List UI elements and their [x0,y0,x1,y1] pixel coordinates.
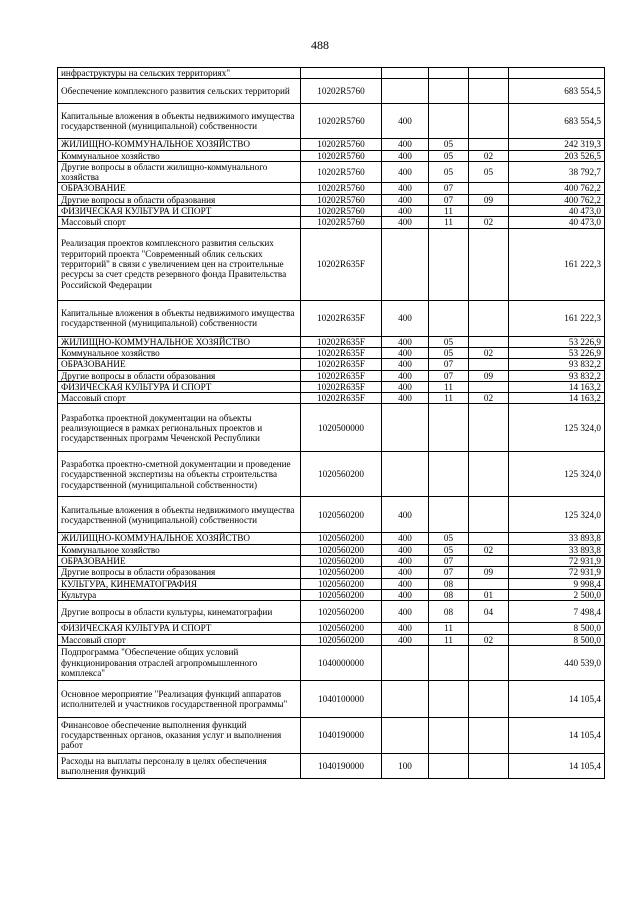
row-subsection [469,183,509,194]
row-target-code: 10202R635F [301,228,382,300]
row-amount: 40 473,0 [509,206,605,217]
row-subsection [469,717,509,753]
row-subsection [469,79,509,104]
row-subsection [469,206,509,217]
row-expense-type [382,79,429,104]
row-amount: 14 105,4 [509,717,605,753]
row-subsection [469,139,509,150]
table-row [58,79,605,104]
row-amount: 8 500,0 [509,623,605,634]
row-amount [509,68,605,79]
row-expense-type: 400 [382,161,429,183]
row-amount: 33 893,8 [509,533,605,544]
table-row [58,150,605,161]
row-expense-type [382,228,429,300]
row-subsection [469,533,509,544]
row-amount: 683 554,5 [509,104,605,139]
row-expense-type: 400 [382,393,429,404]
table-row [58,556,605,567]
row-section: 11 [429,393,469,404]
row-name: Другие вопросы в области образования [58,567,301,578]
row-section [429,104,469,139]
row-subsection: 02 [469,393,509,404]
row-expense-type: 400 [382,359,429,370]
row-name: Массовый спорт [58,634,301,645]
row-subsection [469,680,509,717]
table-row [58,228,605,300]
row-expense-type: 400 [382,589,429,600]
row-name: ФИЗИЧЕСКАЯ КУЛЬТУРА И СПОРТ [58,623,301,634]
row-name: Коммунальное хозяйство [58,347,301,358]
row-amount: 7 498,4 [509,601,605,623]
row-amount: 440 539,0 [509,645,605,680]
row-section [429,68,469,79]
row-subsection: 09 [469,370,509,381]
row-target-code: 1040190000 [301,753,382,778]
row-amount: 93 832,2 [509,359,605,370]
row-section: 11 [429,206,469,217]
table-row [58,217,605,228]
page-number: 488 [311,38,329,52]
row-amount: 203 526,5 [509,150,605,161]
row-amount: 8 500,0 [509,634,605,645]
row-amount: 2 500,0 [509,589,605,600]
row-section: 05 [429,139,469,150]
row-amount: 14 105,4 [509,680,605,717]
row-target-code: 1020560200 [301,497,382,533]
row-section: 11 [429,623,469,634]
row-section [429,753,469,778]
row-expense-type: 400 [382,336,429,347]
row-expense-type: 400 [382,206,429,217]
table-row [58,194,605,205]
row-section: 05 [429,150,469,161]
row-section [429,404,469,452]
row-amount: 14 163,2 [509,381,605,392]
row-section: 11 [429,634,469,645]
table-row [58,680,605,717]
row-target-code: 1020500000 [301,404,382,452]
row-name: ОБРАЗОВАНИЕ [58,359,301,370]
row-name: Расходы на выплаты персоналу в целях обеспечения выполнения функций [58,753,301,778]
table-row [58,370,605,381]
row-subsection [469,381,509,392]
row-expense-type: 400 [382,194,429,205]
table-row [58,533,605,544]
row-expense-type [382,68,429,79]
row-expense-type: 400 [382,497,429,533]
row-expense-type: 400 [382,578,429,589]
table-row [58,567,605,578]
row-amount: 53 226,9 [509,336,605,347]
row-expense-type: 100 [382,753,429,778]
row-subsection: 05 [469,161,509,183]
row-section: 05 [429,347,469,358]
row-target-code: 10202R5760 [301,194,382,205]
table-row [58,497,605,533]
row-target-code: 1020560200 [301,533,382,544]
table-row [58,161,605,183]
row-name: Подпрограмма "Обеспечение общих условий функционирования отраслей агропромышленного комплекса" [58,645,301,680]
row-target-code: 10202R5760 [301,183,382,194]
row-subsection [469,578,509,589]
row-name: Разработка проектной документации на объекты реализующиеся в рамках региональных проектов и государственных программ Чеченской Республики [58,404,301,452]
row-target-code: 10202R635F [301,381,382,392]
row-subsection: 02 [469,217,509,228]
row-section: 07 [429,194,469,205]
row-name: Другие вопросы в области жилищно-коммунального хозяйства [58,161,301,183]
row-subsection: 09 [469,194,509,205]
row-subsection [469,753,509,778]
row-target-code: 10202R635F [301,336,382,347]
row-expense-type: 400 [382,381,429,392]
row-amount: 14 163,2 [509,393,605,404]
row-section: 05 [429,336,469,347]
row-target-code: 1040100000 [301,680,382,717]
row-subsection: 04 [469,601,509,623]
row-name: Финансовое обеспечение выполнения функций государственных органов, оказания услуг и выполнения работ [58,717,301,753]
row-subsection [469,497,509,533]
table-row [58,452,605,497]
row-expense-type: 400 [382,623,429,634]
row-section [429,452,469,497]
row-expense-type: 400 [382,544,429,555]
row-amount: 161 222,3 [509,300,605,336]
row-subsection [469,359,509,370]
row-expense-type: 400 [382,183,429,194]
row-subsection [469,300,509,336]
row-target-code: 10202R5760 [301,104,382,139]
row-amount: 33 893,8 [509,544,605,555]
row-subsection [469,404,509,452]
table-row [58,623,605,634]
row-expense-type [382,452,429,497]
row-target-code [301,68,382,79]
row-amount: 242 319,3 [509,139,605,150]
row-amount: 125 324,0 [509,404,605,452]
row-amount: 40 473,0 [509,217,605,228]
row-name: Обеспечение комплексного развития сельских территорий [58,79,301,104]
row-name: ЖИЛИЩНО-КОММУНАЛЬНОЕ ХОЗЯЙСТВО [58,139,301,150]
row-subsection [469,68,509,79]
row-section: 11 [429,381,469,392]
table-row [58,359,605,370]
row-target-code: 1020560200 [301,567,382,578]
row-subsection [469,556,509,567]
row-section [429,79,469,104]
row-target-code: 1020560200 [301,634,382,645]
table-row [58,336,605,347]
row-target-code: 1020560200 [301,578,382,589]
row-name: инфраструктуры на сельских территориях" [58,68,301,79]
row-expense-type: 400 [382,347,429,358]
table-row [58,183,605,194]
row-target-code: 10202R5760 [301,150,382,161]
row-expense-type: 400 [382,634,429,645]
row-name: Капитальные вложения в объекты недвижимого имущества государственной (муниципальной) собственности [58,104,301,139]
row-name: ФИЗИЧЕСКАЯ КУЛЬТУРА И СПОРТ [58,381,301,392]
row-target-code: 1020560200 [301,589,382,600]
row-amount: 161 222,3 [509,228,605,300]
table-row [58,601,605,623]
row-expense-type: 400 [382,601,429,623]
row-section: 07 [429,556,469,567]
row-amount: 9 998,4 [509,578,605,589]
table-row [58,68,605,79]
row-subsection: 02 [469,347,509,358]
table-row [58,139,605,150]
row-amount: 400 762,2 [509,194,605,205]
row-name: Другие вопросы в области образования [58,194,301,205]
row-amount: 72 931,9 [509,556,605,567]
row-amount: 125 324,0 [509,497,605,533]
row-subsection [469,228,509,300]
row-subsection [469,104,509,139]
table-row [58,645,605,680]
table-row [58,104,605,139]
row-name: Капитальные вложения в объекты недвижимого имущества государственной (муниципальной) собственности [58,497,301,533]
table-row [58,393,605,404]
row-amount: 72 931,9 [509,567,605,578]
row-target-code: 1020560200 [301,556,382,567]
table-row [58,717,605,753]
table-row [58,381,605,392]
row-amount: 14 105,4 [509,753,605,778]
row-expense-type: 400 [382,217,429,228]
row-expense-type: 400 [382,104,429,139]
budget-table-body [58,68,605,779]
row-expense-type: 400 [382,139,429,150]
row-target-code: 10202R635F [301,370,382,381]
row-target-code: 10202R5760 [301,139,382,150]
row-expense-type [382,645,429,680]
row-amount: 400 762,2 [509,183,605,194]
row-amount: 125 324,0 [509,452,605,497]
row-name: Основное мероприятие "Реализация функций аппаратов исполнителей и участников государственной программы" [58,680,301,717]
row-section: 08 [429,578,469,589]
row-section: 08 [429,601,469,623]
row-name: Другие вопросы в области образования [58,370,301,381]
row-name: Массовый спорт [58,217,301,228]
row-name: ФИЗИЧЕСКАЯ КУЛЬТУРА И СПОРТ [58,206,301,217]
row-name: Коммунальное хозяйство [58,544,301,555]
row-expense-type: 400 [382,533,429,544]
row-expense-type [382,717,429,753]
row-section: 05 [429,533,469,544]
table-row [58,634,605,645]
table-row [58,544,605,555]
row-name: ЖИЛИЩНО-КОММУНАЛЬНОЕ ХОЗЯЙСТВО [58,533,301,544]
row-section [429,228,469,300]
row-target-code: 10202R635F [301,393,382,404]
row-target-code: 1040190000 [301,717,382,753]
row-subsection: 02 [469,150,509,161]
row-section [429,645,469,680]
row-subsection: 01 [469,589,509,600]
row-section: 11 [429,217,469,228]
row-expense-type: 400 [382,556,429,567]
row-name: Массовый спорт [58,393,301,404]
row-name: ОБРАЗОВАНИЕ [58,183,301,194]
row-target-code: 1020560200 [301,544,382,555]
row-name: Капитальные вложения в объекты недвижимого имущества государственной (муниципальной) собственности [58,300,301,336]
row-amount: 683 554,5 [509,79,605,104]
row-amount: 53 226,9 [509,347,605,358]
row-amount: 38 792,7 [509,161,605,183]
row-name: Реализация проектов комплексного развития сельских территорий проекта "Современный облик сельских территорий" в связи с увеличением цен на строительные ресурсы за счет средств резервного фонда Правительства Российской Федерации [58,228,301,300]
table-row [58,753,605,778]
row-expense-type: 400 [382,300,429,336]
row-target-code: 10202R635F [301,300,382,336]
row-expense-type: 400 [382,370,429,381]
row-expense-type: 400 [382,567,429,578]
row-expense-type [382,404,429,452]
row-expense-type [382,680,429,717]
row-name: КУЛЬТУРА, КИНЕМАТОГРАФИЯ [58,578,301,589]
row-target-code: 1020560200 [301,623,382,634]
row-section [429,497,469,533]
row-section [429,680,469,717]
row-section: 08 [429,589,469,600]
row-section [429,717,469,753]
row-section: 07 [429,567,469,578]
row-target-code: 1020560200 [301,452,382,497]
table-row [58,589,605,600]
row-section: 05 [429,544,469,555]
row-amount: 93 832,2 [509,370,605,381]
row-section: 05 [429,161,469,183]
row-target-code: 10202R5760 [301,79,382,104]
row-subsection [469,452,509,497]
row-target-code: 1020560200 [301,601,382,623]
table-row [58,347,605,358]
table-row [58,404,605,452]
row-section [429,300,469,336]
row-expense-type: 400 [382,150,429,161]
row-section: 07 [429,370,469,381]
row-section: 07 [429,359,469,370]
row-section: 07 [429,183,469,194]
table-row [58,206,605,217]
row-target-code: 1040000000 [301,645,382,680]
table-row [58,300,605,336]
row-target-code: 10202R5760 [301,161,382,183]
row-subsection: 09 [469,567,509,578]
row-name: Разработка проектно-сметной документации и проведение государственной экспертизы на объекты строительства государственной (муниципальной собственности) [58,452,301,497]
row-subsection [469,336,509,347]
budget-table [57,67,605,779]
row-target-code: 10202R5760 [301,206,382,217]
row-subsection [469,645,509,680]
row-name: ЖИЛИЩНО-КОММУНАЛЬНОЕ ХОЗЯЙСТВО [58,336,301,347]
row-target-code: 10202R635F [301,347,382,358]
row-subsection: 02 [469,544,509,555]
row-name: Другие вопросы в области культуры, кинематографии [58,601,301,623]
row-name: Культура [58,589,301,600]
row-target-code: 10202R5760 [301,217,382,228]
row-target-code: 10202R635F [301,359,382,370]
row-subsection: 02 [469,634,509,645]
row-name: ОБРАЗОВАНИЕ [58,556,301,567]
row-subsection [469,623,509,634]
table-row [58,578,605,589]
row-name: Коммунальное хозяйство [58,150,301,161]
